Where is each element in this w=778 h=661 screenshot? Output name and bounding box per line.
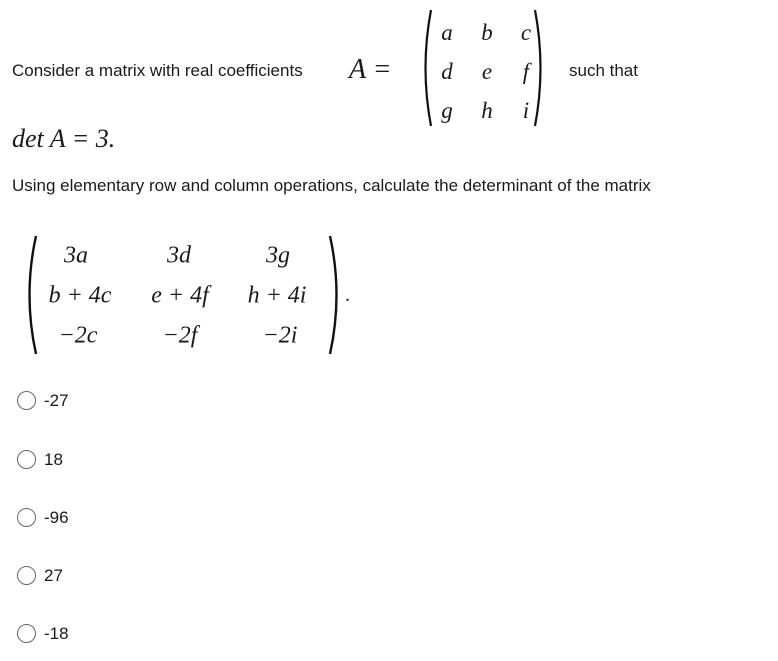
matrix-b-cell: 3d	[167, 242, 191, 269]
option-label[interactable]: -27	[44, 391, 69, 410]
matrix-b-cell: −2i	[262, 322, 298, 349]
matrix-a-cell: h	[481, 98, 493, 123]
option-label[interactable]: 27	[44, 566, 63, 585]
matrix-a-cell: g	[441, 98, 453, 123]
option-label[interactable]: 18	[44, 450, 63, 469]
matrix-b-cell: −2f	[162, 322, 198, 349]
radio-button[interactable]	[17, 566, 36, 585]
instruction-text: Using elementary row and column operations, calculate the determinant of the matrix	[12, 176, 651, 195]
such-that-text: such that	[569, 61, 638, 80]
determinant-condition: det A = 3.	[12, 124, 116, 153]
matrix-b-cell: h + 4i	[247, 282, 307, 309]
question-intro: Consider a matrix with real coefficients	[12, 61, 303, 80]
radio-button[interactable]	[17, 624, 36, 643]
matrix-a-cell: d	[441, 59, 453, 84]
matrix-b-cell: 3g	[266, 242, 290, 269]
radio-button[interactable]	[17, 391, 36, 410]
radio-button[interactable]	[17, 508, 36, 527]
matrix-a-cell: b	[481, 20, 493, 45]
left-paren-icon	[22, 234, 38, 356]
matrix-b-cell: e + 4f	[151, 282, 209, 309]
matrix-a-label: A =	[349, 54, 392, 85]
radio-button[interactable]	[17, 450, 36, 469]
matrix-b-cell: −2c	[58, 322, 98, 349]
matrix-a-cell: c	[520, 20, 532, 45]
matrix-a-cell: a	[441, 20, 453, 45]
option-label[interactable]: -18	[44, 624, 69, 643]
matrix-a-cell: f	[522, 59, 530, 84]
matrix-a-cell: i	[522, 98, 530, 123]
right-paren-icon	[533, 8, 547, 128]
left-paren-icon	[419, 8, 433, 128]
matrix-b-cell: 3a	[64, 242, 88, 269]
matrix-a-cell: e	[481, 59, 493, 84]
matrix-b-cell: b + 4c	[48, 282, 112, 309]
option-label[interactable]: -96	[44, 508, 69, 527]
matrix-b-period: .	[345, 284, 350, 306]
right-paren-icon	[328, 234, 344, 356]
